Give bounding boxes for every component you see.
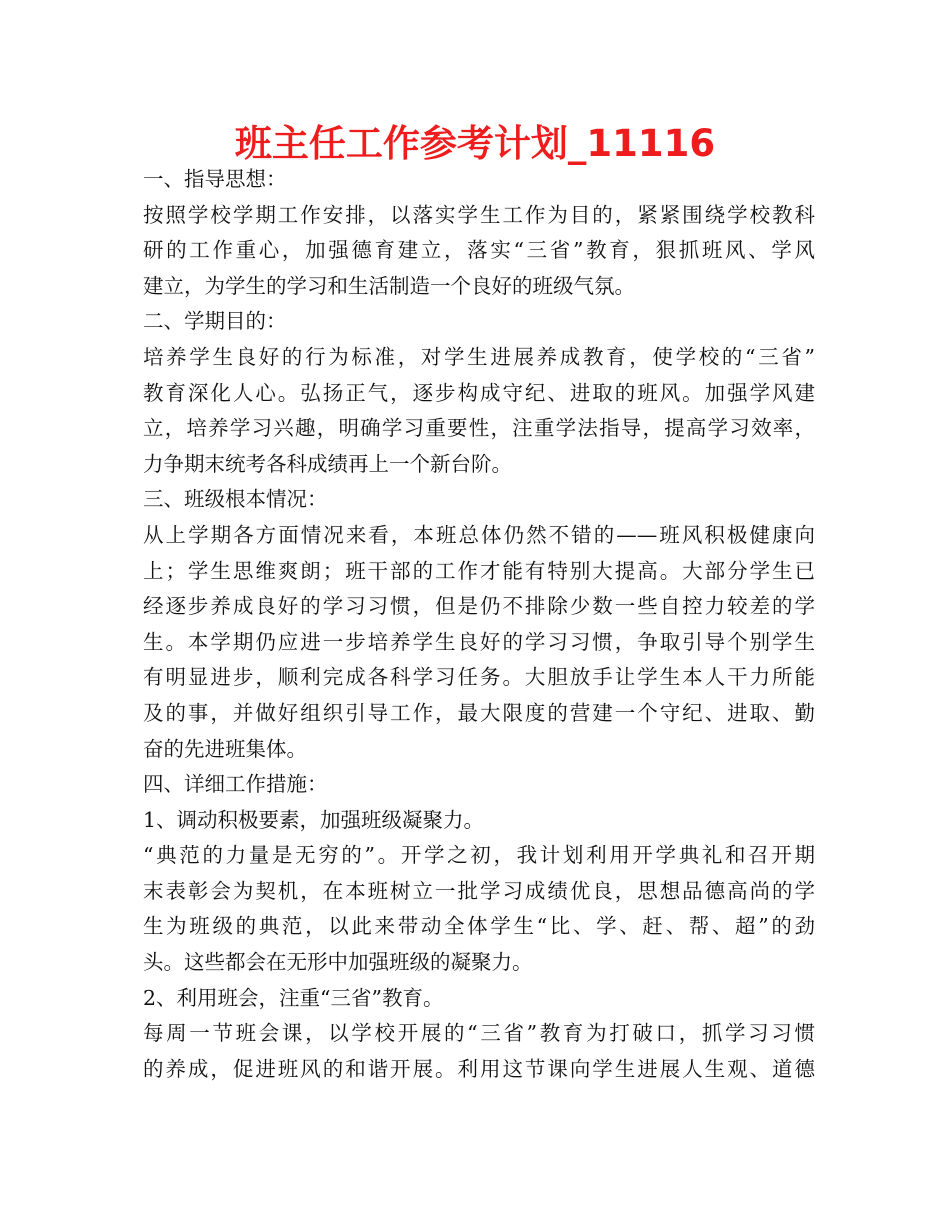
text-line: 2、利用班会，注重“三省”教育。 [143,985,444,1010]
text-line: 二、学期目的： [143,309,287,334]
text-line: 上；学生思维爽朗；班干部的工作才能有特别大提高。大部分学生已 [143,558,815,583]
text-line: 及的事，并做好组织引导工作，最大限度的营建一个守纪、进取、勤 [143,700,815,725]
text-line: 的养成，促进班风的和谐开展。利用这节课向学生进展人生观、道德 [143,1056,815,1081]
text-line: 一、指导思想： [143,167,287,191]
text-line: 奋的先进班集体。 [143,736,307,761]
document-title: 班主任工作参考计划_11116 [234,122,716,165]
text-line: “典范的力量是无穷的”。开学之初，我计划利用开学典礼和召开期 [143,843,815,868]
text-line: 1、调动积极要素，加强班级凝聚力。 [143,807,485,832]
text-line: 研的工作重心，加强德育建立，落实“三省”教育，狠抓班风、学风 [143,238,815,263]
text-line: 生。本学期仍应进一步培养学生良好的学习习惯，争取引导个别学生 [143,629,815,654]
text-line: 四、详细工作措施： [143,772,328,797]
text-line: 有明显进步，顺利完成各科学习任务。大胆放手让学生本人干力所能 [143,665,815,690]
text-line: 生为班级的典范，以此来带动全体学生“比、学、赶、帮、超”的劲 [143,914,815,939]
text-line: 三、班级根本情况： [143,487,328,512]
text-line: 力争期末统考各科成绩再上一个新台阶。 [143,451,512,476]
document-body [143,162,815,1087]
text-line: 培养学生良好的行为标准，对学生进展养成教育，使学校的“三省” [143,344,815,369]
text-line: 头。这些都会在无形中加强班级的凝聚力。 [143,950,533,975]
text-line: 建立，为学生的学习和生活制造一个良好的班级气氛。 [143,273,635,298]
text-line: 按照学校学期工作安排，以落实学生工作为目的，紧紧围绕学校教科 [143,202,815,227]
text-line: 从上学期各方面情况来看，本班总体仍然不错的——班风积极健康向 [143,522,815,547]
text-line: 经逐步养成良好的学习习惯，但是仍不排除少数一些自控力较差的学 [143,594,815,619]
text-line: 立，培养学习兴趣，明确学习重要性，注重学法指导，提高学习效率， [143,416,815,441]
text-line: 教育深化人心。弘扬正气，逐步构成守纪、进取的班风。加强学风建 [143,380,815,405]
text-line: 每周一节班会课，以学校开展的“三省”教育为打破口，抓学习习惯 [143,1021,815,1046]
text-line: 末表彰会为契机，在本班树立一批学习成绩优良，思想品德高尚的学 [143,878,815,903]
